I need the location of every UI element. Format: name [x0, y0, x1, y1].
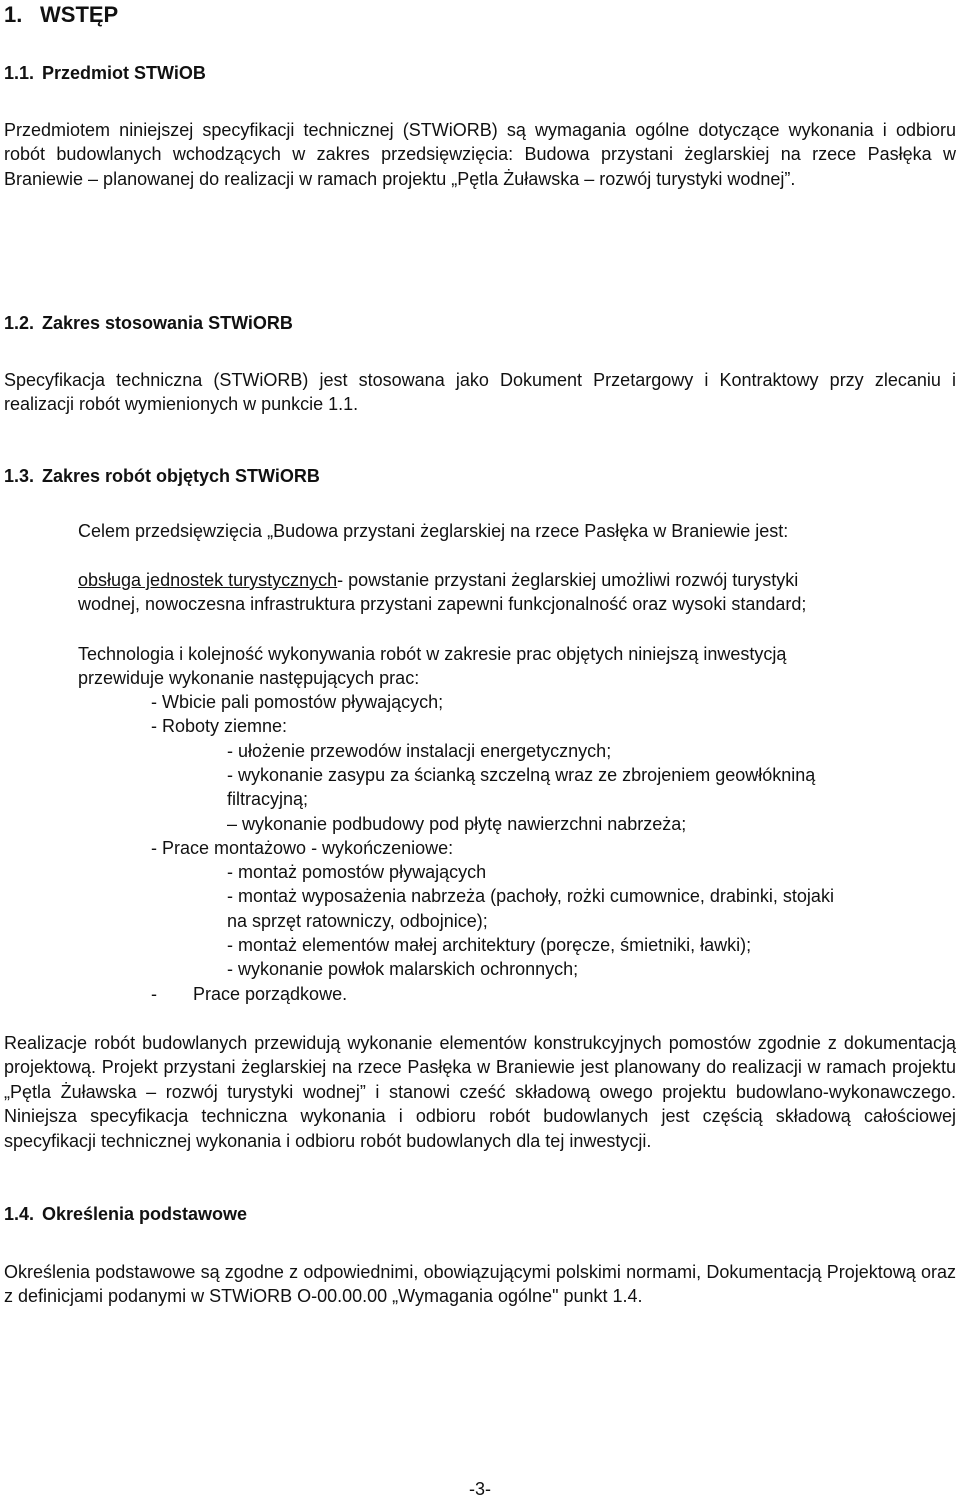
section-1-4-paragraph: Określenia podstawowe są zgodne z odpowiednimi, obowiązującymi polskimi normami, Dokumentacją Projektową oraz z definicjami podanymi w STWiORB O-00.00.00 „Wymagania ogólne" punkt 1.4. — [4, 1262, 956, 1307]
section-heading-1-1 — [4, 63, 206, 84]
chapter-heading — [4, 2, 118, 28]
technology-line-1: Technologia i kolejność wykonywania robót w zakresie prac objętych niniejszą inwestycją — [78, 644, 787, 664]
list-item: - Wbicie pali pomostów pływających; — [151, 692, 444, 712]
technology-line-2: przewiduje wykonanie następujących prac: — [78, 668, 420, 688]
list-item: Prace porządkowe. — [193, 984, 348, 1004]
list-item: na sprzęt ratowniczy, odbojnice); — [227, 911, 488, 931]
section-title: Przedmiot STWiOB — [42, 63, 206, 83]
goal-underlined-text: obsługa jednostek turystycznych — [78, 570, 338, 590]
section-number: 1.2. — [4, 313, 35, 333]
goal-line-1-rest: - powstanie przystani żeglarskiej umożliwi rozwój turystyki — [337, 570, 799, 590]
list-item: - montaż pomostów pływających — [227, 862, 487, 882]
goal-line-2: wodnej, nowoczesna infrastruktura przystani zapewni funkcjonalność oraz wysoki standard; — [78, 594, 807, 614]
section-title: Określenia podstawowe — [42, 1204, 248, 1224]
section-number: 1.4. — [4, 1204, 35, 1224]
section-1-1-paragraph: Przedmiotem niniejszej specyfikacji technicznej (STWiORB) są wymagania ogólne dotyczące wykonania i odbioru robót budowlanych wchodzących w zakres przedsięwzięcia: Budowa przystani żeglarskiej na rzece Pasłęka w Braniewie – planowanej do realizacji w ramach projektu „Pętla Żuławska – rozwój turystyki wodnej”. — [4, 120, 956, 189]
list-item: filtracyjną; — [227, 789, 309, 809]
section-number: 1.3. — [4, 466, 35, 486]
list-item: - montaż elementów małej architektury (poręcze, śmietniki, ławki); — [227, 935, 752, 955]
section-1-3-intro: Celem przedsięwzięcia „Budowa przystani żeglarskiej na rzece Pasłęka w Braniewie jest: — [78, 521, 789, 541]
list-bullet: - — [151, 984, 157, 1004]
chapter-number: 1. — [4, 2, 23, 27]
section-title: Zakres robót objętych STWiORB — [42, 466, 320, 486]
chapter-title: WSTĘP — [40, 2, 119, 27]
list-item: - wykonanie powłok malarskich ochronnych; — [227, 959, 579, 979]
list-item: - ułożenie przewodów instalacji energetycznych; — [227, 741, 612, 761]
section-heading-1-4 — [4, 1204, 247, 1225]
section-heading-1-2 — [4, 313, 293, 334]
list-item: - montaż wyposażenia nabrzeża (pachoły, rożki cumownice, drabinki, stojaki — [227, 886, 834, 906]
section-title: Zakres stosowania STWiORB — [42, 313, 293, 333]
list-item: – wykonanie podbudowy pod płytę nawierzchni nabrzeża; — [227, 814, 687, 834]
section-1-3-paragraph: Realizacje robót budowlanych przewidują wykonanie elementów konstrukcyjnych pomostów zgodnie z dokumentacją projektową. Projekt przystani żeglarskiej na rzece Pasłęka w Braniewie jest planowany do realizacji w ramach projektu „Pętla Żuławska – rozwój turystyki wodnej” i stanowi cześć składową owego projektu budowlano-wykonawczego. Niniejsza specyfikacja techniczna wykonania i odbioru robót budowlanych jest częścią składową całościowej specyfikacji technicznej wykonania i odbioru robót budowlanych dla tej inwestycji. — [4, 1033, 956, 1151]
list-item: - Roboty ziemne: — [151, 716, 288, 736]
list-item: - Prace montażowo - wykończeniowe: — [151, 838, 454, 858]
page-number: -3- — [469, 1479, 491, 1499]
list-item: - wykonanie zasypu za ścianką szczelną wraz ze zbrojeniem geowłókniną — [227, 765, 816, 785]
section-1-2-paragraph: Specyfikacja techniczna (STWiORB) jest stosowana jako Dokument Przetargowy i Kontraktowy przy zlecaniu i realizacji robót wymienionych w punkcie 1.1. — [4, 370, 956, 415]
section-heading-1-3 — [4, 466, 320, 487]
goal-line-1 — [78, 570, 798, 591]
section-number: 1.1. — [4, 63, 35, 83]
